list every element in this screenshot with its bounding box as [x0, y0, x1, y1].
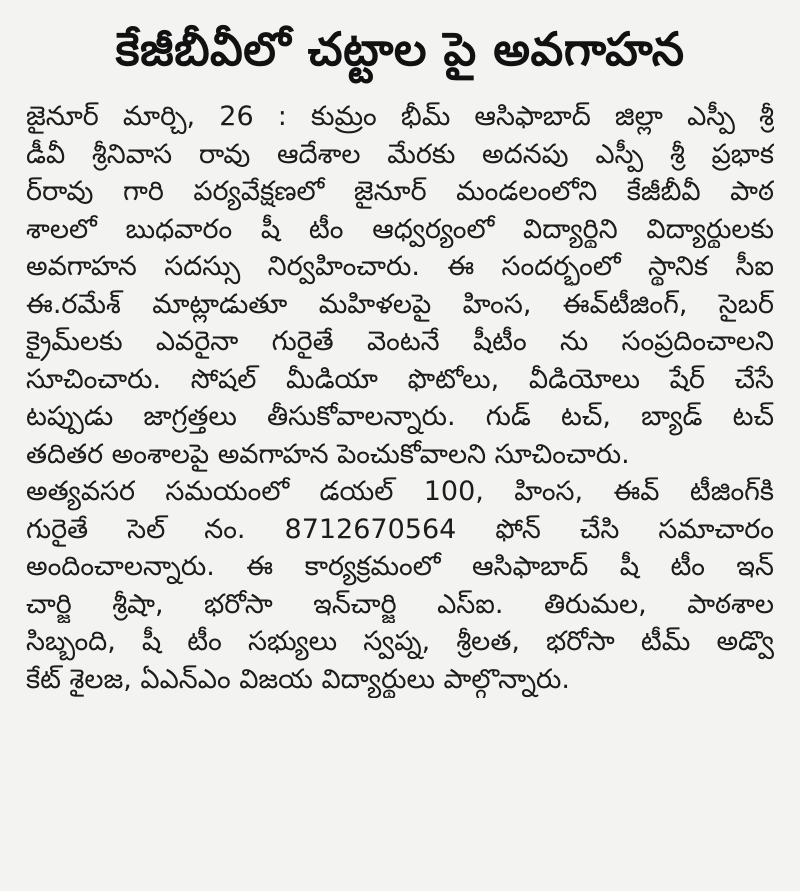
body-line-14: చార్జి శ్రీషా, భరోసా ఇన్‌చార్జి ఎస్ఐ. తిరుమల, పాఠశాల	[26, 588, 774, 620]
body-line-3: ర్‌రావు గారి పర్యవేక్షణలో జైనూర్ మండలంలోని కేజీబీవీ పాఠ	[26, 176, 774, 207]
body-line-11: అత్యవసర సమయంలో డయల్ 100, హింస, ఈవ్ టీజింగ్‌కి	[26, 476, 774, 507]
body-line-9: టప్పుడు జాగ్రత్తలు తీసుకోవాలన్నారు. గుడ్ టచ్, బ్యాడ్ టచ్	[26, 401, 774, 432]
body-line-6: ఈ.రమేశ్ మాట్లాడుతూ మహిళలపై హింస, ఈవ్‌టీజింగ్, సైబర్	[26, 288, 774, 320]
body-line-8: సూచించారు. సోషల్ మీడియా ఫొటోలు, వీడియోలు షేర్ చేసే	[26, 363, 774, 395]
body-line-10: తదితర అంశాలపై అవగాహన పెంచుకోవాలని సూచించారు.	[26, 438, 630, 470]
article-body	[26, 98, 774, 698]
body-line-7: క్రైమ్‌లకు ఎవరైనా గురైతే వెంటనే షీటీం ను సంప్రదించాలని	[26, 326, 774, 357]
body-line-2: డీవీ శ్రీనివాస రావు ఆదేశాల మేరకు అదనపు ఎస్పీ శ్రీ ప్రభాక	[26, 138, 774, 170]
body-line-4: శాలలో బుధవారం షీ టీం ఆధ్వర్యంలో విద్యార్థిని విద్యార్థులకు	[26, 213, 774, 245]
body-line-1: జైనూర్ మార్చి, 26 : కుమ్రం భీమ్ ఆసిఫాబాద్ జిల్లా ఎస్పీ శ్రీ	[26, 101, 774, 132]
body-line-13: అందించాలన్నారు. ఈ కార్యక్రమంలో ఆసిఫాబాద్ షీ టీం ఇన్	[26, 551, 774, 582]
headline: కేజీబీవీలో చట్టాల పై అవగాహన	[115, 22, 685, 76]
body-line-12: గురైతే సెల్ నం. 8712670564 ఫోన్ చేసి సమాచారం	[26, 513, 774, 545]
body-line-16: కేట్ శైలజ, ఏఎన్ఎం విజయ విద్యార్థులు పాల్గొన్నారు.	[26, 663, 570, 695]
body-line-15: సిబ్బంది, షీ టీం సభ్యులు స్వప్న, శ్రీలత, భరోసా టీమ్ అడ్వొ	[26, 626, 774, 657]
body-line-5: అవగాహన సదస్సు నిర్వహించారు. ఈ సందర్భంలో స్థానిక సీఐ	[26, 251, 774, 282]
